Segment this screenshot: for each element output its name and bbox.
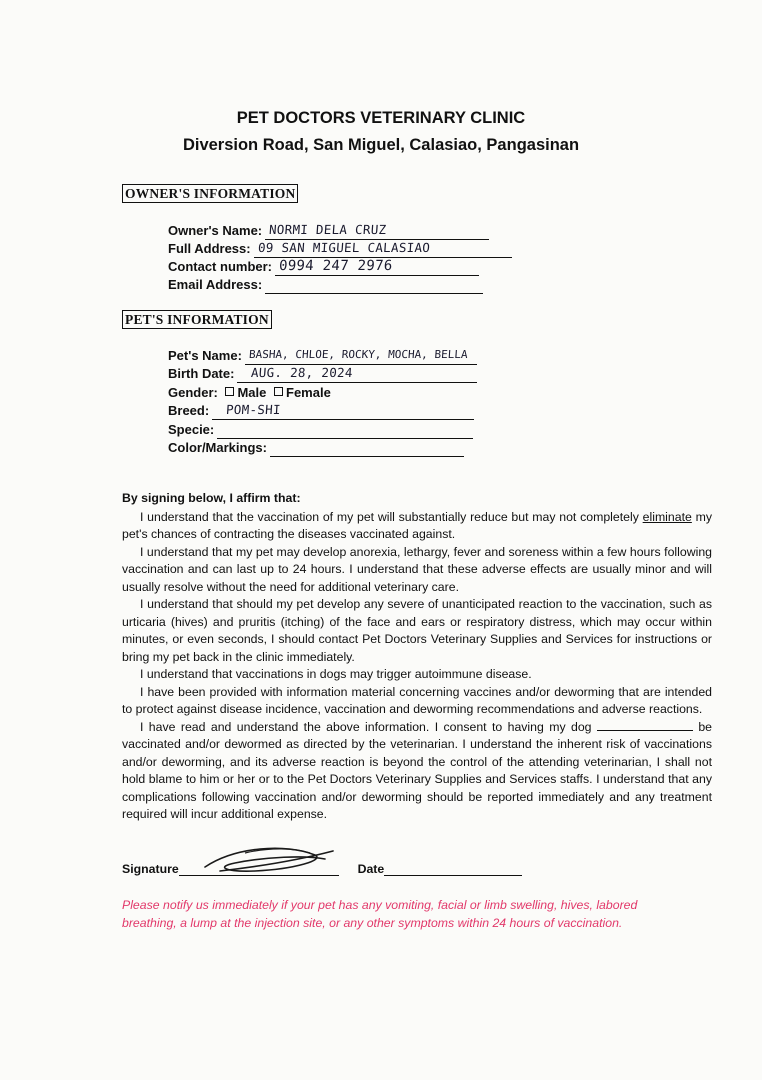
signature-label: Signature (122, 862, 179, 876)
dog-name-blank[interactable] (597, 719, 693, 731)
owner-name-field[interactable] (265, 223, 489, 240)
clinic-name: PET DOCTORS VETERINARY CLINIC (236, 109, 526, 127)
affirmation-block (122, 490, 712, 824)
pet-specie-field[interactable] (217, 422, 473, 439)
affirmation-heading: By signing below, I affirm that: (122, 491, 301, 505)
p6-start: I have read and understand the above information. I consent to having my dog (140, 719, 592, 734)
owner-name-row (168, 222, 489, 240)
date-field[interactable] (384, 861, 522, 876)
owner-address-value: 09 SAN MIGUEL CALASIAO (257, 240, 431, 255)
pet-name-row (168, 347, 477, 365)
affirmation-paragraph-4: I understand that vaccinations in dogs may trigger autoimmune disease. (140, 667, 532, 681)
owner-contact-field[interactable] (275, 259, 479, 276)
owner-name-value: NORMI DELA CRUZ (268, 222, 388, 237)
gender-female-label: Female (286, 385, 331, 400)
signature-field[interactable] (179, 861, 339, 876)
header (0, 106, 762, 157)
pet-color-row (168, 439, 464, 457)
affirmation-paragraph-2: I understand that my pet may develop anorexia, lethargy, fever and soreness within a few hours following vaccination and can last up to 24 hours. I understand that these adverse effects are usually minor and will usually resolve without the need for additional veterinary care. (122, 544, 712, 594)
pet-specie-label: Specie: (168, 422, 215, 437)
gender-male-label: Male (237, 385, 267, 400)
pet-color-label: Color/Markings: (168, 440, 267, 455)
owner-contact-row (168, 258, 479, 276)
owner-email-label: Email Address: (168, 277, 263, 292)
affirmation-paragraph-5: I have been provided with information material concerning vaccines and/or deworming that are intended to protect against disease incidence, vaccination and deworming recommendations and adverse reactions. (122, 684, 712, 716)
pet-birth-field[interactable] (237, 366, 477, 383)
pet-breed-value: POM-SHI (225, 402, 282, 417)
pet-gender-label: Gender: (168, 385, 218, 400)
pet-gender-row (168, 384, 331, 402)
owner-contact-label: Contact number: (168, 259, 272, 274)
pet-specie-row (168, 421, 473, 439)
pet-name-label: Pet's Name: (168, 348, 242, 363)
pet-name-field[interactable] (245, 348, 477, 365)
clinic-address: Diversion Road, San Miguel, Calasiao, Pangasinan (182, 136, 580, 154)
p6-end: be vaccinated and/or dewormed as directed by the veterinarian. I understand the inherent risk of vaccinations and/or deworming, and its adverse reaction is beyond the control of the attending veterinarian, I shall not hold blame to him or her or to the Pet Doctors Veterinary Supplies and Services staffs. I understand that any complications following vaccination and/or deworming should be reported immediately and any treatment required will incur additional expense. (122, 719, 712, 821)
gender-female-checkbox[interactable] (274, 387, 283, 396)
owner-section-title: OWNER'S INFORMATION (122, 184, 298, 203)
owner-address-label: Full Address: (168, 241, 251, 256)
affirmation-paragraph-1 (122, 509, 712, 544)
notice-text: Please notify us immediately if your pet has any vomiting, facial or limb swelling, hives, labored breathing, a lump at the injection site, or any other symptoms within 24 hours of vaccination. (122, 898, 638, 930)
pet-breed-row (168, 402, 474, 420)
date-label: Date (357, 862, 385, 876)
affirmation-paragraph-6 (122, 719, 712, 824)
owner-email-field[interactable] (265, 277, 483, 294)
pet-name-value: BASHA, CHLOE, ROCKY, MOCHA, BELLA (248, 348, 468, 361)
affirmation-paragraph-3: I understand that should my pet develop any severe of unanticipated reaction to the vaccination, such as urticaria (hives) and pruritis (itching) of the face and ears or respiratory distress, which may occur within minutes, or even seconds, I should contact Pet Doctors Veterinary Supplies and Services for instructions or bring my pet back in the clinic immediately. (122, 597, 712, 664)
pet-birth-row (168, 365, 477, 383)
owner-email-row (168, 276, 483, 294)
pet-breed-label: Breed: (168, 403, 210, 418)
owner-address-row (168, 240, 512, 258)
pet-birth-value: AUG. 28, 2024 (250, 365, 354, 380)
pet-color-field[interactable] (270, 440, 464, 457)
pet-birth-label: Birth Date: (168, 366, 235, 381)
owner-contact-value: 0994 247 2976 (278, 258, 394, 274)
p1-start: I understand that the vaccination of my pet will substantially reduce but may not completely (140, 509, 643, 524)
p1-underlined: eliminate (642, 509, 692, 524)
pet-breed-field[interactable] (212, 403, 474, 420)
pet-section-title: PET'S INFORMATION (122, 310, 272, 329)
signature-scribble (175, 841, 345, 877)
owner-name-label: Owner's Name: (168, 223, 263, 238)
owner-address-field[interactable] (254, 241, 512, 258)
gender-male-checkbox[interactable] (225, 387, 234, 396)
signature-row (122, 861, 522, 876)
p1-end: my pet's chances of contracting the diseases vaccinated against. (122, 509, 713, 541)
